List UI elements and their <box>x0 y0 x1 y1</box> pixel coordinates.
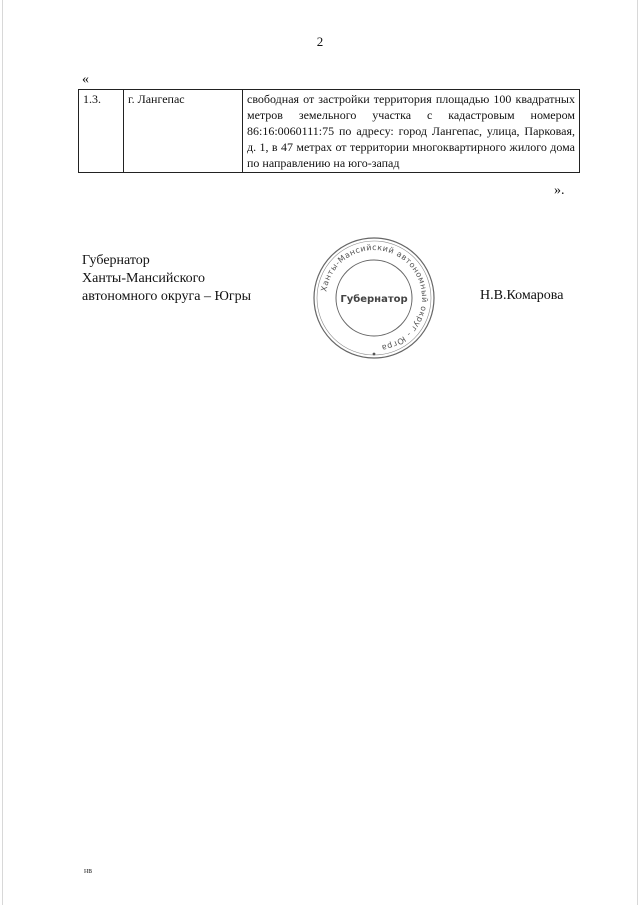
opening-quote: « <box>82 72 89 87</box>
signatory-name: Н.В.Комарова <box>480 288 564 303</box>
stamp-center-text: Губернатор <box>340 294 408 305</box>
signatory-title <box>82 252 251 306</box>
official-stamp <box>312 236 436 360</box>
stamp-ring-text: Ханты-Мансийский автономный округ - Югра <box>319 242 430 353</box>
signatory-title-line: Ханты-Мансийского <box>82 271 206 286</box>
description-cell: свободная от застройки территория площадью 100 квадратных метров земельного участка с кадастровым номером 86:16:0060111:75 по адресу: город Лангепас, улица, Парковая, д. 1, в 47 метрах от территории многоквартирного жилого дома по направлению на юго-запад <box>243 90 580 173</box>
footer-code: нв <box>84 866 93 875</box>
table-row <box>79 90 580 173</box>
page-number: 2 <box>316 34 324 49</box>
scan-edge-left <box>2 0 3 905</box>
stamp-dot <box>373 353 376 356</box>
row-number-cell: 1.3. <box>79 90 124 173</box>
city-cell: г. Лангепас <box>124 90 243 173</box>
scan-edge-right <box>637 0 638 905</box>
signatory-title-line: автономного округа – Югры <box>82 289 251 304</box>
signatory-title-line: Губернатор <box>82 253 150 268</box>
closing-quote: ». <box>554 183 565 198</box>
amendment-table <box>78 89 580 173</box>
